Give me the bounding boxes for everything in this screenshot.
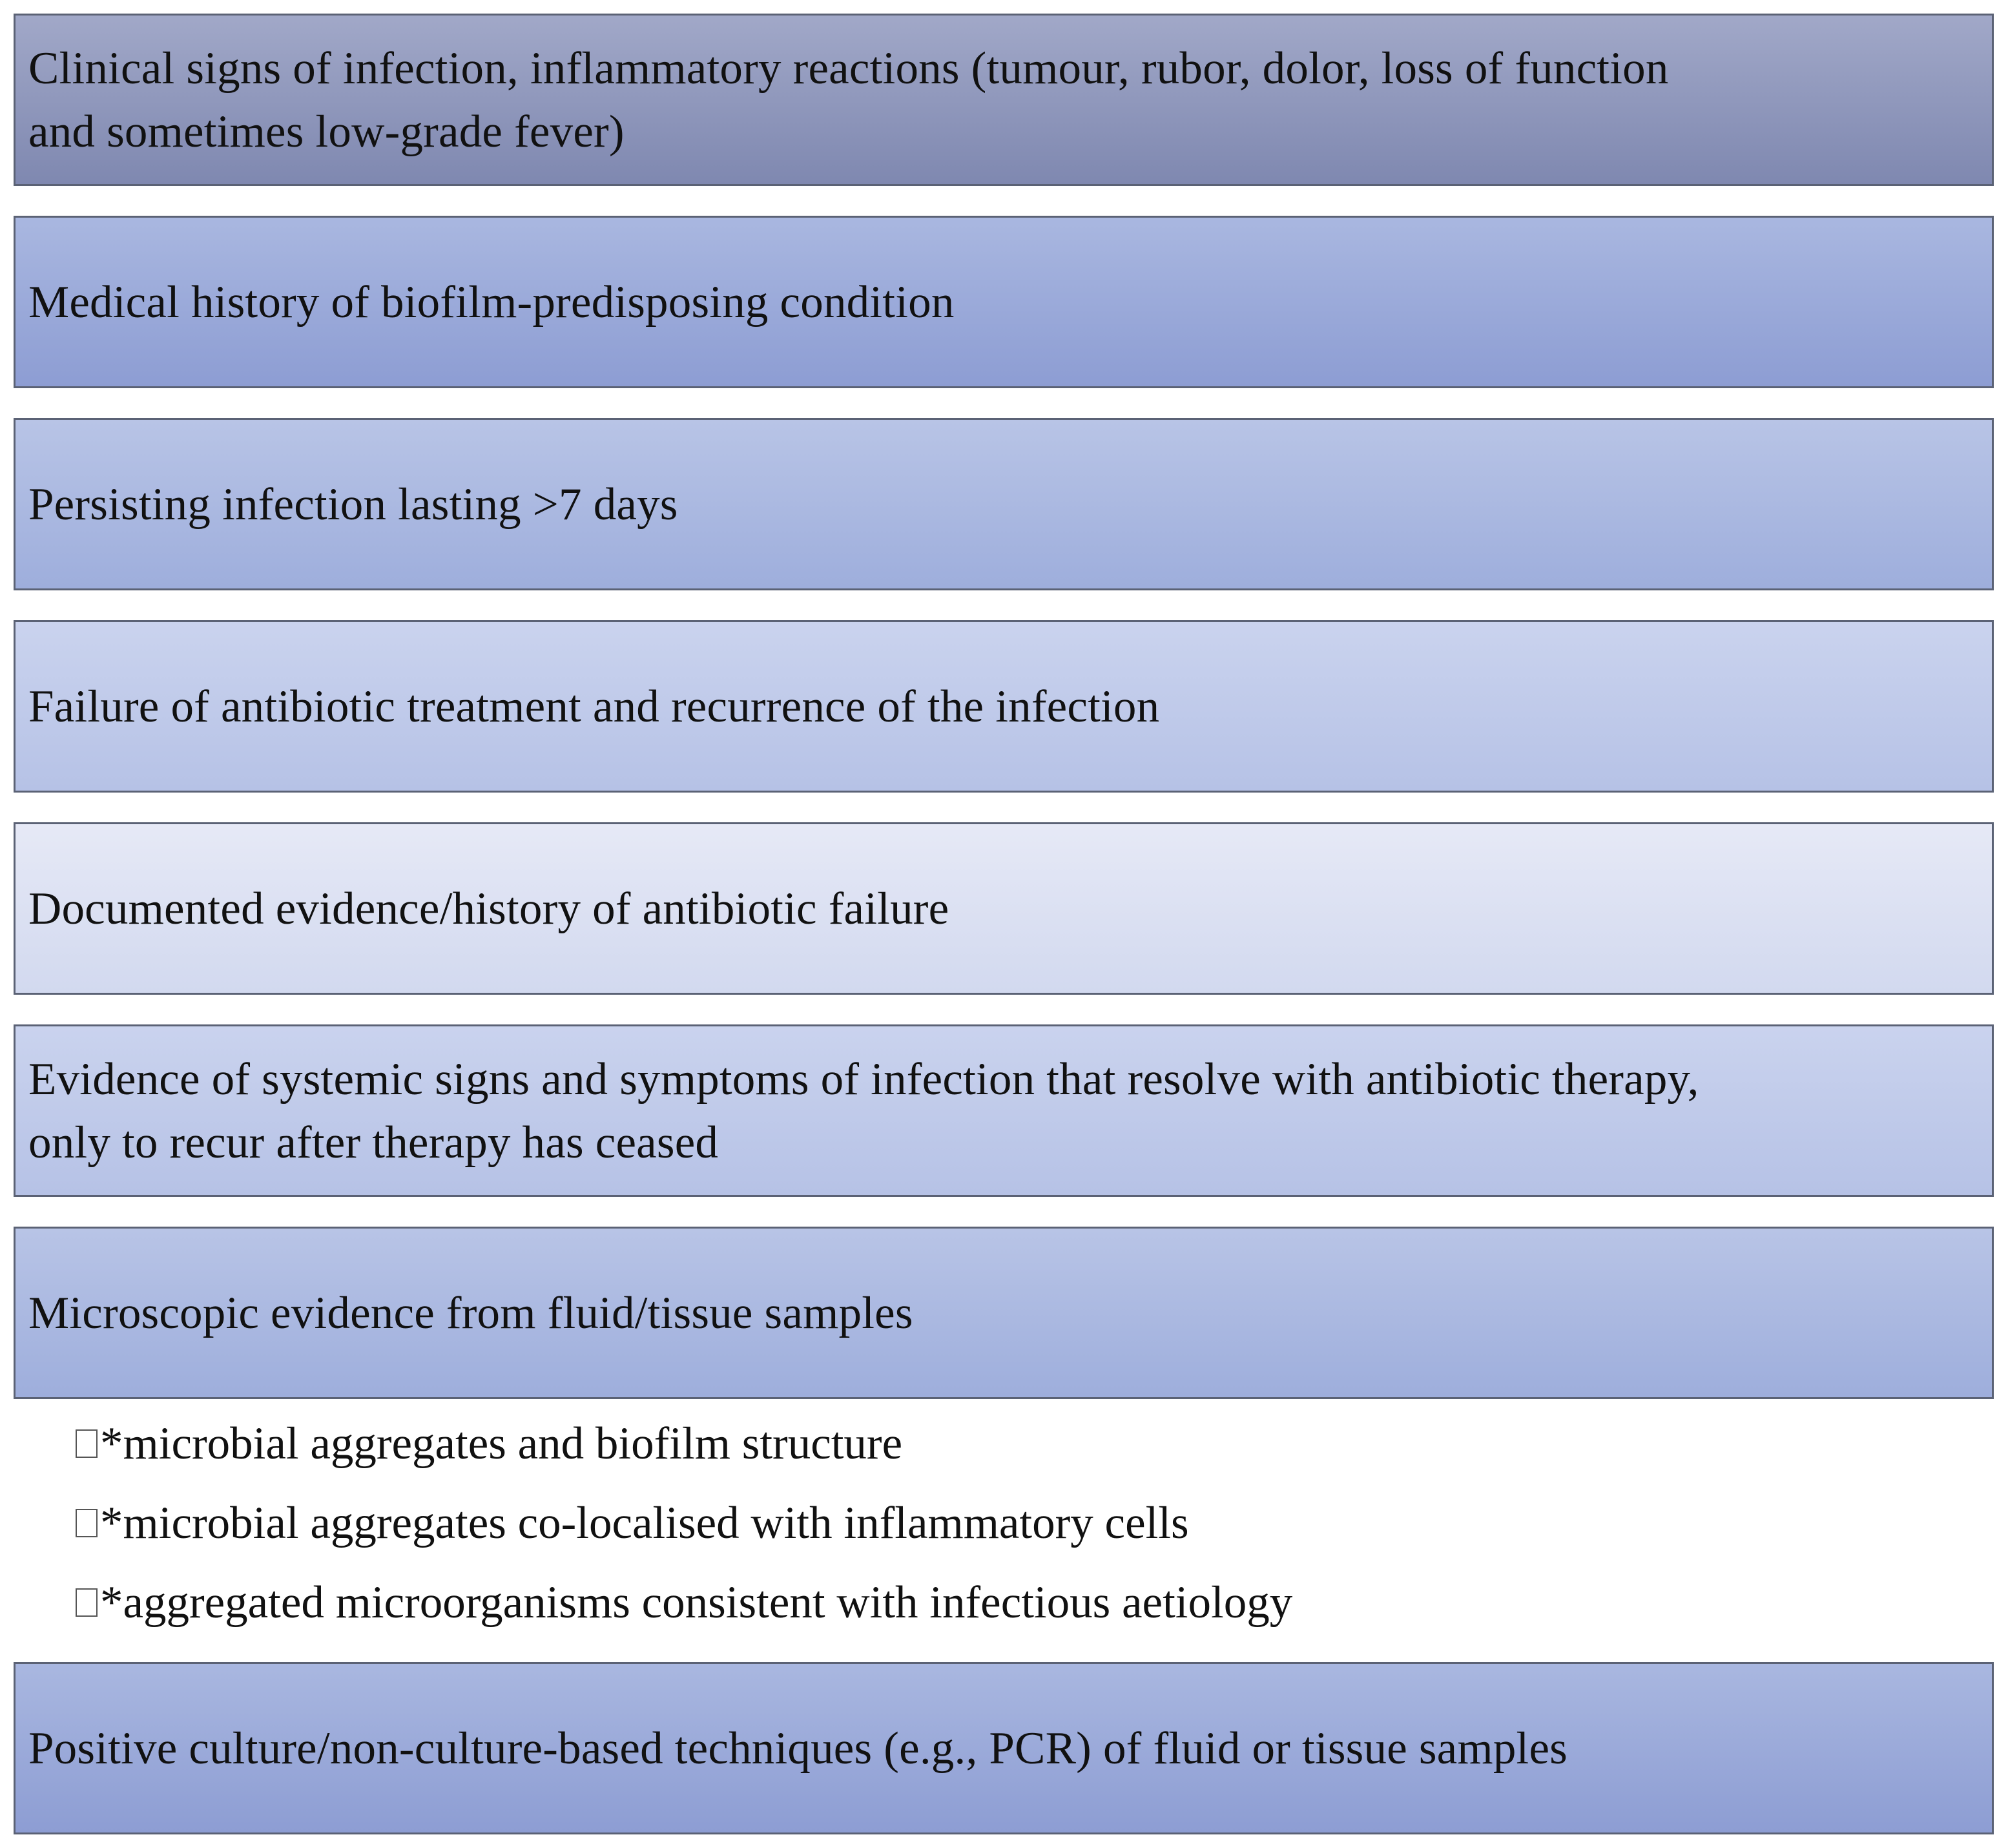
criterion-box-microscopic-evidence: [14, 1227, 1994, 1399]
microscopic-sub-item: [76, 1491, 1189, 1555]
criterion-line: Medical history of biofilm-predisposing condition: [28, 276, 955, 327]
criterion-box-persisting-infection: [14, 418, 1994, 590]
sub-item-text: *microbial aggregates co-localised with inflammatory cells: [100, 1497, 1189, 1548]
checkbox-glyph-icon: [76, 1588, 98, 1617]
criterion-text: [28, 877, 949, 940]
criterion-box-treatment-failure: [14, 620, 1994, 793]
sub-item-text: *aggregated microorganisms consistent with infectious aetiology: [100, 1577, 1293, 1628]
criterion-box-clinical-signs: [14, 14, 1994, 186]
criterion-line: Failure of antibiotic treatment and recurrence of the infection: [28, 681, 1160, 732]
criterion-box-positive-culture: [14, 1662, 1994, 1834]
criterion-box-documented-failure: [14, 822, 1994, 995]
criterion-text: [28, 473, 678, 536]
criterion-box-systemic-signs: [14, 1024, 1994, 1197]
checkbox-glyph-icon: [76, 1509, 98, 1537]
criterion-line: Persisting infection lasting >7 days: [28, 479, 678, 530]
criterion-text: [28, 271, 955, 334]
microscopic-sub-item: [76, 1570, 1292, 1635]
criterion-text: [28, 1717, 1568, 1780]
criterion-line: Clinical signs of infection, inflammatory reactions (tumour, rubor, dolor, loss of function: [28, 43, 1669, 94]
criterion-text: [28, 37, 1669, 163]
criterion-text: [28, 1282, 913, 1345]
criterion-line: Positive culture/non-culture-based techniques (e.g., PCR) of fluid or tissue samples: [28, 1723, 1568, 1774]
checkbox-glyph-icon: [76, 1429, 98, 1458]
criterion-line: Documented evidence/history of antibiotic failure: [28, 883, 949, 934]
criterion-box-medical-history: [14, 216, 1994, 388]
criterion-line: Microscopic evidence from fluid/tissue samples: [28, 1287, 913, 1338]
sub-item-text: *microbial aggregates and biofilm structure: [100, 1418, 903, 1469]
criterion-text: [28, 675, 1159, 738]
criterion-line: only to recur after therapy has ceased: [28, 1117, 719, 1168]
microscopic-sub-item: [76, 1411, 902, 1476]
criterion-line: Evidence of systemic signs and symptoms of infection that resolve with antibiotic therapy,: [28, 1054, 1699, 1105]
criterion-line: and sometimes low-grade fever): [28, 106, 625, 157]
criterion-text: [28, 1048, 1699, 1174]
